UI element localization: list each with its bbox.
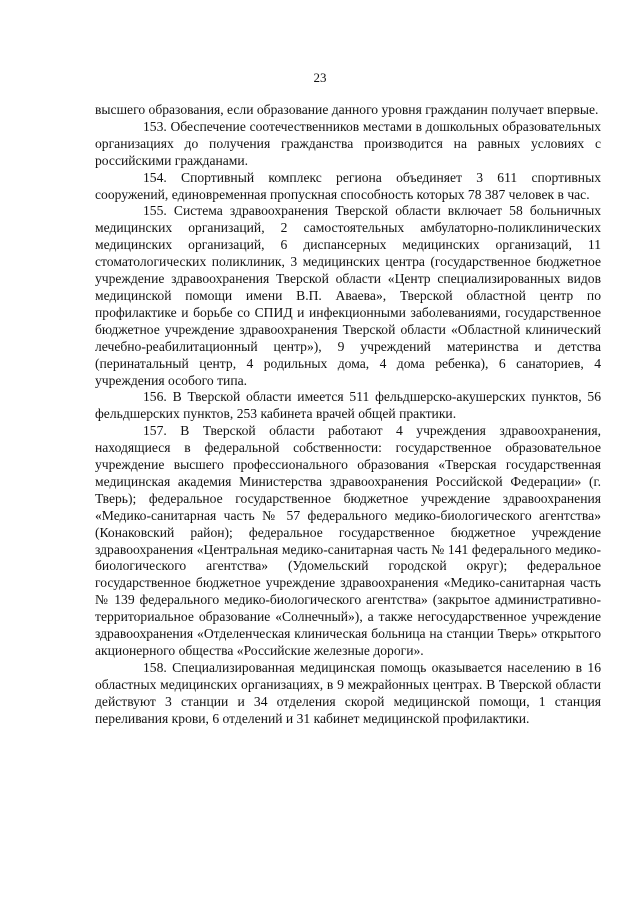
paragraph-154: 154. Спортивный комплекс региона объединяет 3 611 спортивных сооружений, единовременная пропускная способность которых 78 387 человек в час. (95, 169, 601, 202)
paragraph-156: 156. В Тверской области имеется 511 фельдшерско-акушерских пунктов, 56 фельдшерских пунктов, 253 кабинета врачей общей практики. (95, 389, 601, 422)
paragraph-153: 153. Обеспечение соотечественников местами в дошкольных образовательных организациях до получения гражданства производится на равных условиях с российскими гражданами. (95, 118, 601, 168)
document-body (95, 102, 601, 728)
paragraph-155: 155. Система здравоохранения Тверской области включает 58 больничных медицинских организаций, 2 самостоятельных амбулаторно-поликлинических медицинских организаций, 6 диспансерных медицинских организаций, 11 стоматологических поликлиник, 3 медицинских центра (государственное бюджетное учреждение здравоохранения Тверской области «Центр специализированных видов медицинской помощи имени В.П. Аваева», Тверской областной центр по профилактике и борьбе со СПИД и инфекционными заболеваниями, государственное бюджетное учреждение здравоохранения Тверской области «Областной клинический лечебно-реабилитационный центр»), 9 учреждений материнства и детства (перинатальный центр, 4 родильных дома, 4 дома ребенка), 6 санаториев, 4 учреждения особого типа. (95, 203, 601, 388)
paragraph-157: 157. В Тверской области работают 4 учреждения здравоохранения, находящиеся в федеральной собственности: государственное образовательное учреждение высшего профессионального образования «Тверская государственная медицинская академия Министерства здравоохранения Российской Федерации» (г. Тверь); федеральное государственное бюджетное учреждение здравоохранения «Медико-санитарная часть № 57 федерального медико-биологического агентства» (Конаковский район); федеральное государственное бюджетное учреждение здравоохранения «Центральная медико-санитарная часть № 141 федерального медико-биологического агентства» (Удомельский городской округ); федеральное государственное бюджетное учреждение здравоохранения «Медико-санитарная часть № 139 федерального медико-биологического агентства» (закрытое административно-территориальное образование «Солнечный»), а также негосударственное учреждение здравоохранения «Отделенческая клиническая больница на станции Тверь» открытого акционерного общества «Российские железные дороги». (95, 423, 601, 658)
paragraph-158: 158. Специализированная медицинская помощь оказывается населению в 16 областных медицинских организациях, в 9 межрайонных центрах. В Тверской области действуют 3 станции и 34 отделения скорой медицинской помощи, 1 станция переливания крови, 6 отделений и 31 кабинет медицинской профилактики. (95, 659, 601, 726)
paragraph-continuation: высшего образования, если образование данного уровня гражданин получает впервые. (95, 102, 599, 117)
page-number: 23 (313, 70, 327, 85)
